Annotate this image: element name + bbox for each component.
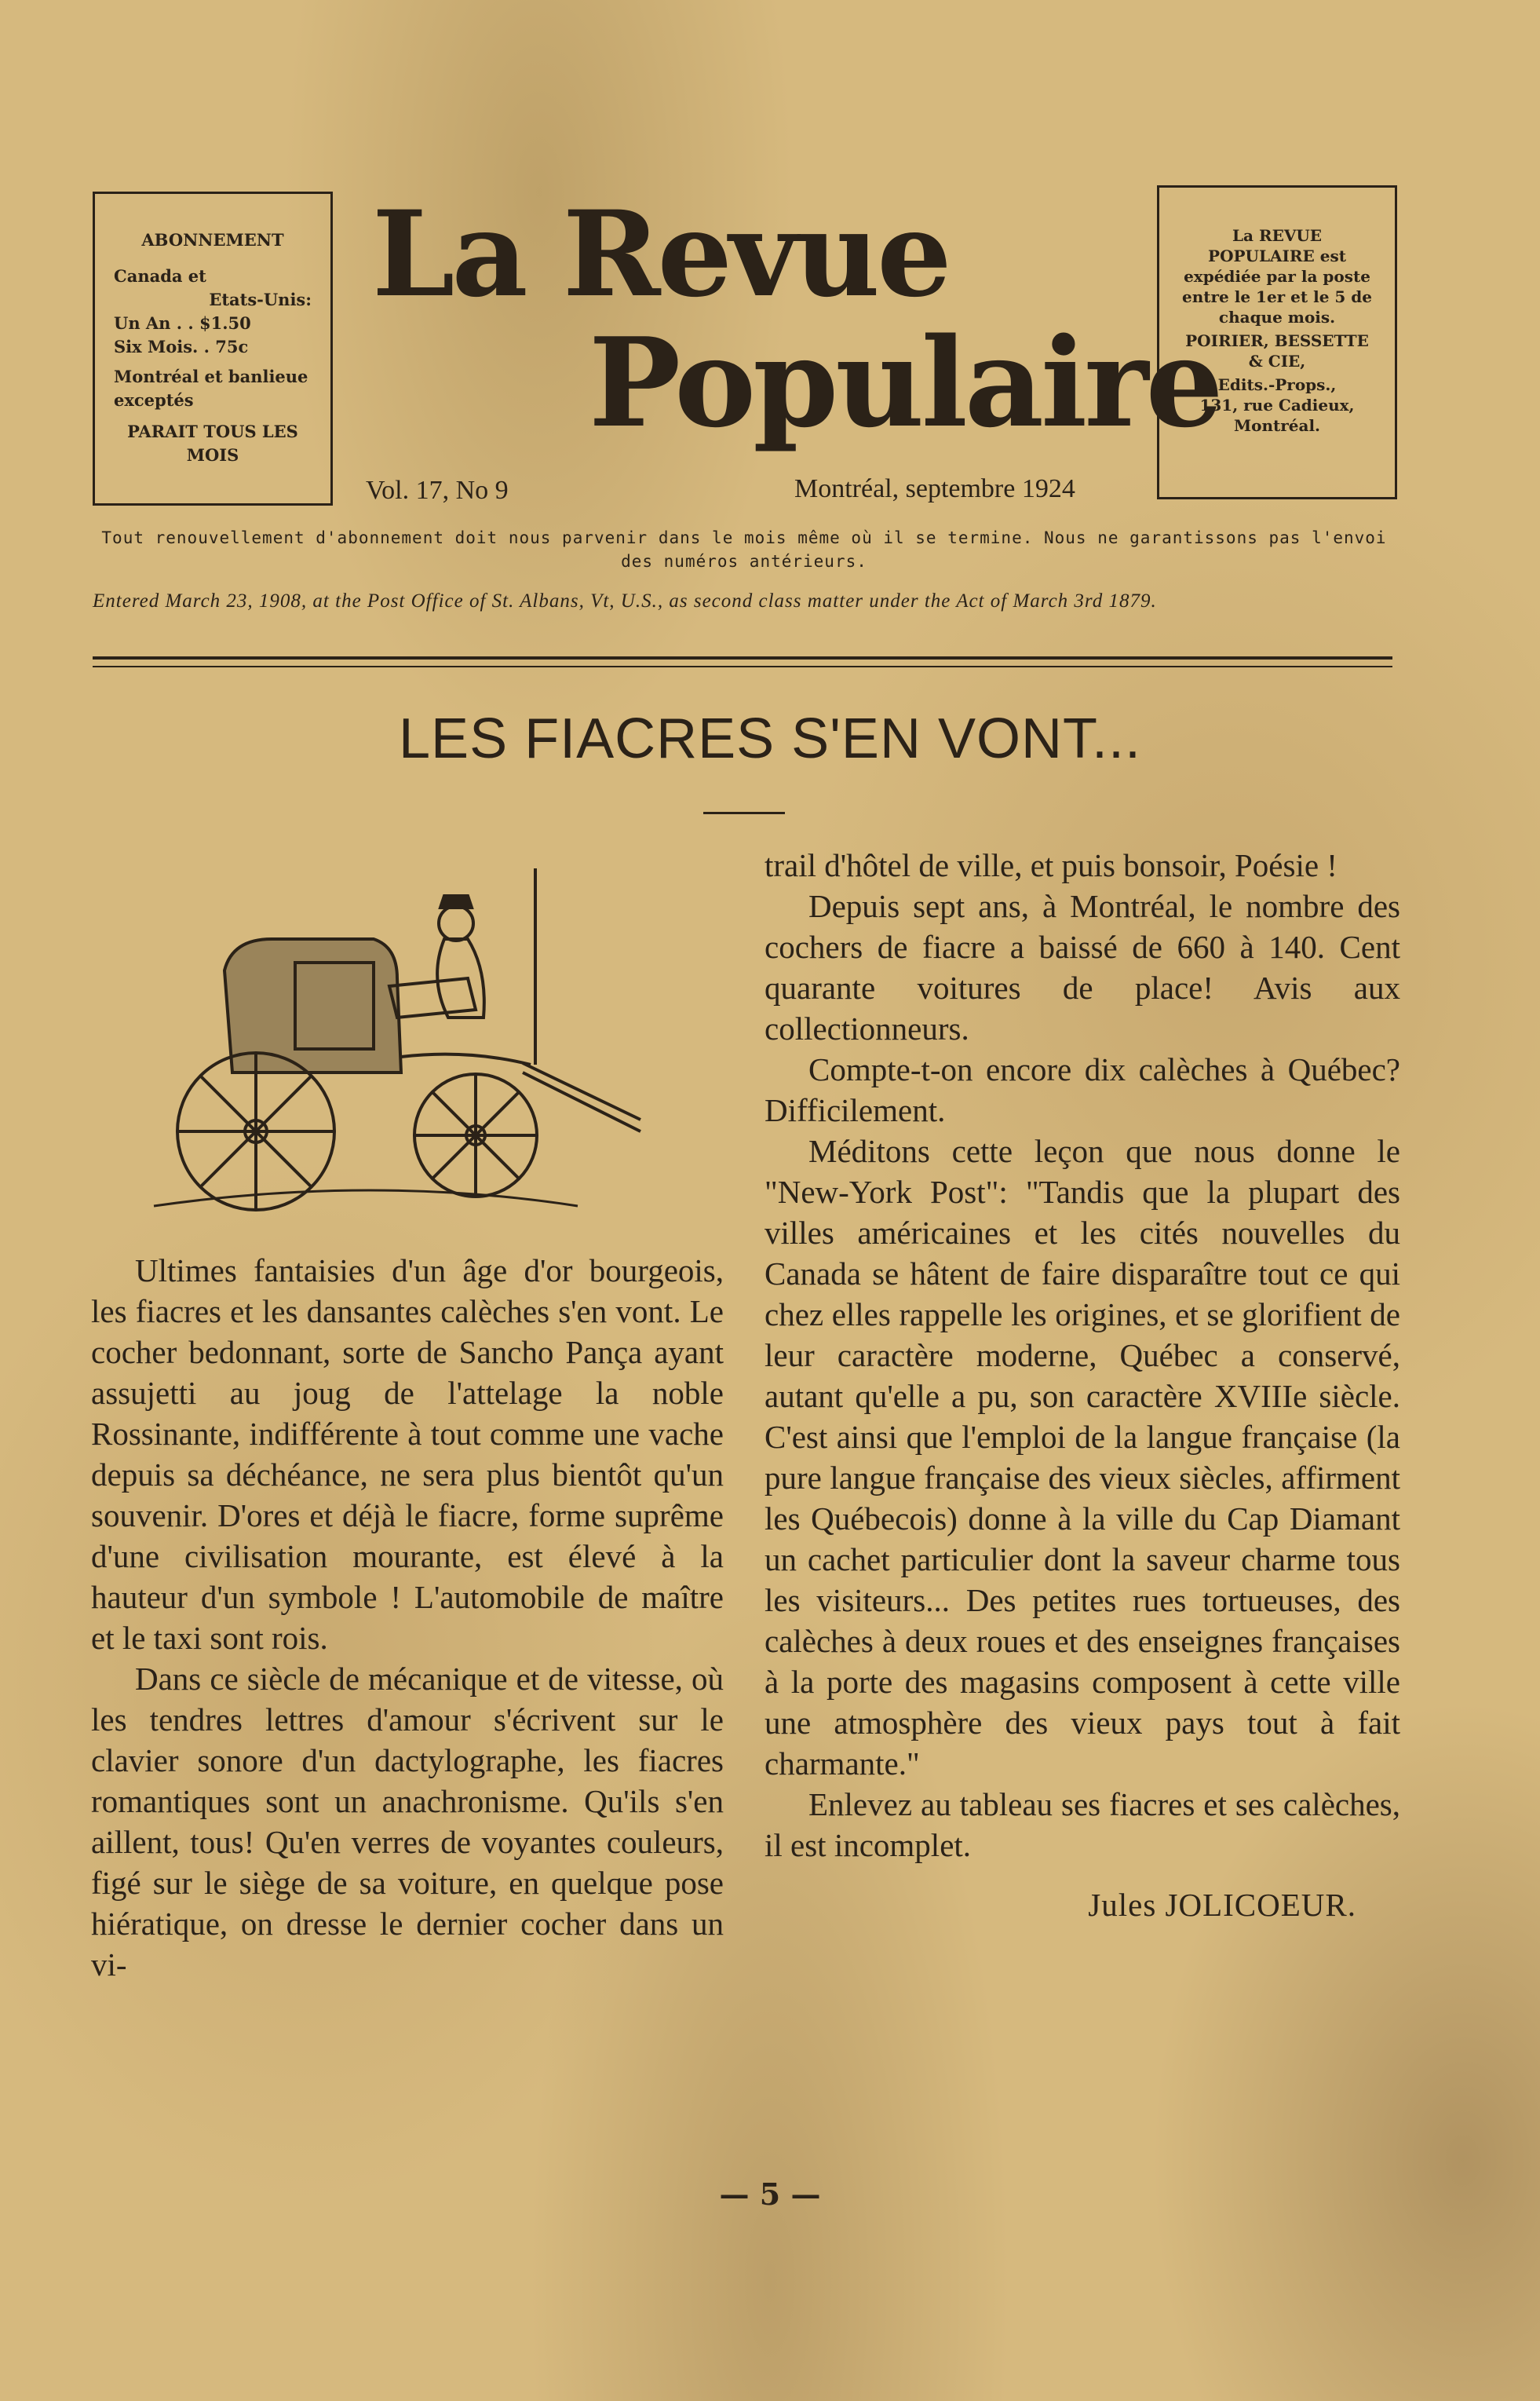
article-column-right — [765, 845, 1400, 1925]
article-paragraph: Dans ce siècle de mécanique et de vitesse, où les tendres lettres d'amour s'écrivent sur le clavier sonore d'un dactylographe, les fiacres romantiques sont un anachronisme. Qu'ils s'en aillent, tous! Qu'en verres de voyantes couleurs, figé sur le siège de sa voiture, en quelque pose hiératique, on dresse le dernier cocher dans un vi- — [91, 1661, 724, 1983]
issue-date: Montréal, septembre 1924 — [794, 474, 1075, 503]
postal-entry-notice: Entered March 23, 1908, at the Post Office of St. Albans, Vt, U.S., as second class matter under the Act of March 3rd 1879. — [93, 590, 1157, 612]
subscription-frequency: PARAIT TOUS LES MOIS — [127, 422, 298, 465]
article-paragraph: Compte-t-on encore dix calèches à Québec? Difficilement. — [765, 1051, 1400, 1128]
subscription-exception: Montréal et banlieue exceptés — [114, 367, 308, 410]
carriage-illustration — [138, 861, 664, 1222]
masthead-line2: Populaire — [589, 311, 1221, 455]
subscription-box — [93, 192, 333, 506]
headline-rule — [703, 812, 785, 814]
article-paragraph: Méditons cette leçon que nous donne le "New-York Post": "Tandis que la plupart des villes américaines et les cités nouvelles du Canada se hâtent de faire disparaître tout ce qui chez elles rappelle les origines, et se glorifient de leur caractère moderne, Québec a conservé, autant qu'elle a pu, son caractère XVIIIe siècle. C'est ainsi que l'emploi de la langue française (la pure langue française des vieux siècles, affirment les Québecois) donne à la ville du Cap Diamant un cachet particulier dont la saveur charme tous les visiteurs... Des petites rues tortueuses, des calèches à deux roues et des enseignes françaises à la porte des magasins composent à cette ville une atmosphère des vieux pays tout à fait charmante." — [765, 1133, 1400, 1782]
subscription-line: Canada et — [114, 266, 206, 286]
masthead-line1: La Revue — [372, 185, 949, 323]
subscription-line: Etats-Unis: — [209, 290, 312, 309]
publisher-city: Montréal. — [1233, 416, 1321, 435]
article-signature: Jules JOLICOEUR. — [1088, 1887, 1356, 1923]
header-divider — [93, 656, 1392, 660]
article-column-left — [91, 1250, 724, 1985]
publisher-name: POIRIER, BESSETTE & CIE, — [1185, 331, 1369, 371]
publisher-box — [1157, 185, 1397, 499]
renewal-notice: Tout renouvellement d'abonnement doit nous parvenir dans le mois même où il se termine. Nous ne garantissons pas l'envoi des numéros antérieurs. — [101, 528, 1387, 571]
issue-volume: Vol. 17, No 9 — [366, 476, 509, 505]
publisher-address: 131, rue Cadieux, — [1199, 396, 1355, 415]
article-headline: LES FIACRES S'EN VONT... — [399, 707, 1141, 770]
article-paragraph: Ultimes fantaisies d'un âge d'or bourgeois, les fiacres et les dansantes calèches s'en vont. Le cocher bedonnant, sorte de Sancho Pança ayant assujetti au joug de l'attelage la noble Rossinante, indifférente à tout comme une vache depuis sa déchéance, ne sera plus bientôt qu'un souvenir. D'ores et déjà le fiacre, forme suprême d'une civilisation mourante, est élevé à la hauteur d'un symbole ! L'automobile de maître et le taxi sont rois. — [91, 1252, 724, 1656]
article-paragraph: Depuis sept ans, à Montréal, le nombre des cochers de fiacre a baissé de 660 à 140. Cent quarante voitures de place! Avis aux collectionneurs. — [765, 888, 1400, 1047]
subscription-price-year: Un An . . $1.50 — [114, 313, 251, 333]
subscription-title: ABONNEMENT — [141, 230, 284, 250]
header-divider-thin — [93, 666, 1392, 667]
article-paragraph: Enlevez au tableau ses fiacres et ses calèches, il est incomplet. — [765, 1786, 1400, 1863]
subscription-price-six-months: Six Mois. . 75c — [114, 337, 249, 356]
masthead-logo — [369, 185, 1221, 468]
publisher-note: La REVUE POPULAIRE est expédiée par la poste entre le 1er et le 5 de chaque mois. — [1182, 226, 1372, 327]
page-number: — 5 — — [719, 2176, 821, 2212]
publisher-role: Edits.-Props., — [1217, 375, 1337, 394]
article-paragraph: trail d'hôtel de ville, et puis bonsoir, Poésie ! — [765, 847, 1337, 883]
